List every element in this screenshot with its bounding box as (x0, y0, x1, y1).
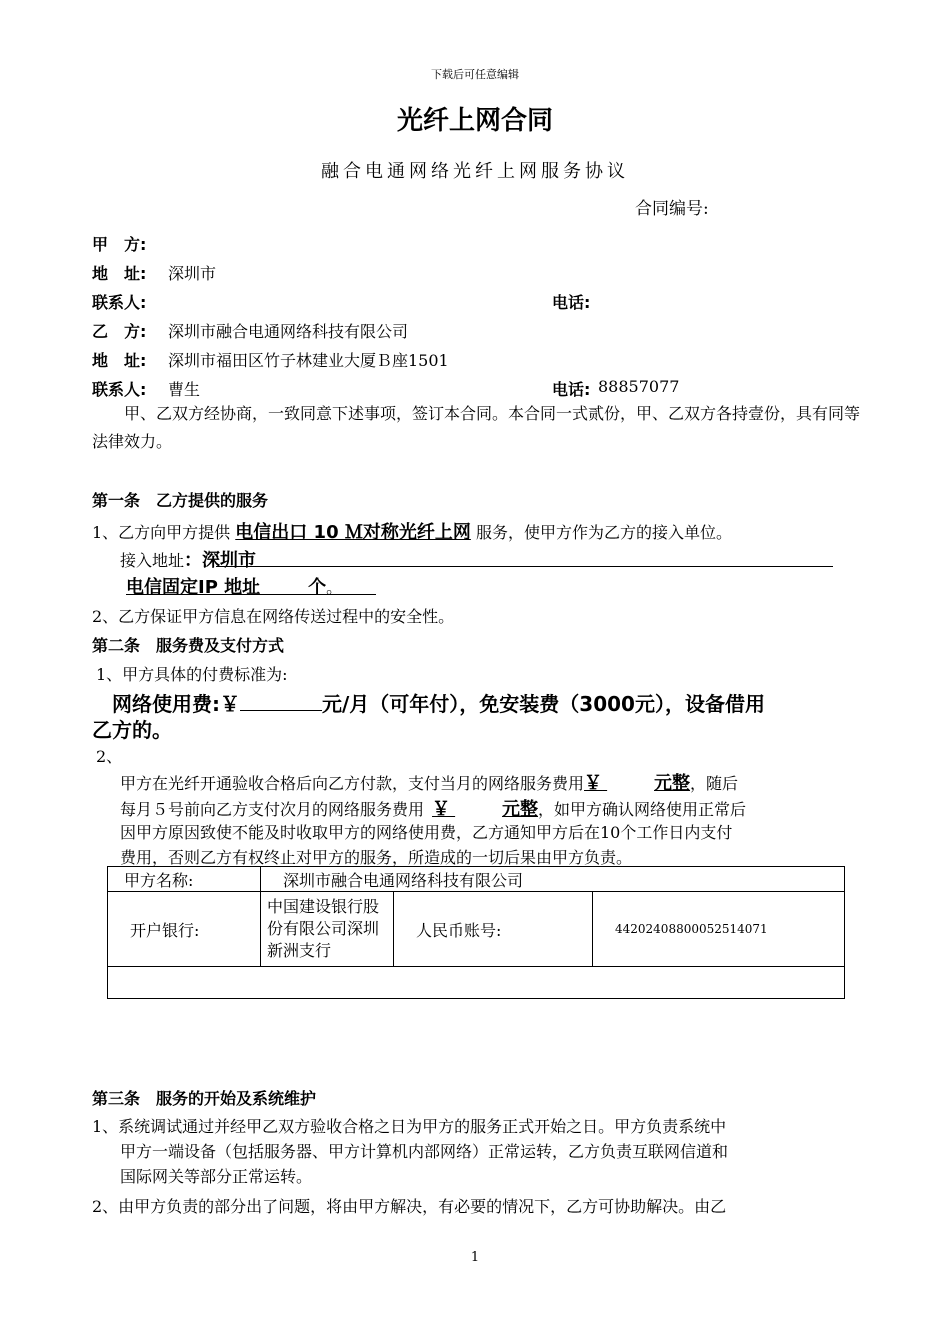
intro-paragraph: 甲、乙双方经协商，一致同意下述事项，签订本合同。本合同一式贰份，甲、乙双方各持壹份，具有同等法律效力。 (92, 404, 861, 451)
section-3-item-1-line-1: 1、系统调试通过并经甲乙双方验收合格之日为甲方的服务正式开始之日。甲方负责系统中 (92, 1117, 727, 1136)
payment-line-1-text: 甲方在光纤开通验收合格后向乙方付款，支付当月的网络服务费用 (120, 774, 585, 793)
fee-label: 网络使用费:￥ (112, 692, 240, 716)
payment-amount-blank-2 (450, 800, 502, 819)
fee-terms: 元/月（可年付），免安装费（3000元），设备借用 (322, 692, 765, 716)
contract-number-label: 合同编号: (635, 199, 709, 219)
section-1-item-1-suffix: 服务，使甲方作为乙方的接入单位。 (475, 523, 732, 542)
fixed-ip-count: 个 (308, 577, 327, 598)
party-b-phone: 88857077 (598, 377, 680, 396)
payment-yen-1: ￥ (584, 773, 603, 794)
section-1-item-2: 2、乙方保证甲方信息在网络传送过程中的安全性。 (92, 607, 455, 626)
company-name-value: 深圳市融合电通网络科技有限公司 (261, 867, 845, 892)
section-2-item-1: 1、甲方具体的付费标准为: (96, 665, 288, 684)
empty-row (108, 967, 845, 999)
fixed-ip-line (126, 573, 342, 599)
section-2-title: 第二条 服务费及支付方式 (92, 636, 285, 655)
fixed-ip-text: 电信固定IP 地址 (126, 577, 261, 598)
payment-amount-blank-1 (602, 774, 654, 793)
bank-label: 开户银行: (108, 892, 261, 967)
party-a-phone-label: 电话: (552, 293, 591, 312)
party-b-contact: 曹生 (168, 380, 201, 399)
access-address-line (120, 546, 256, 572)
fixed-ip-underline (126, 594, 376, 595)
payment-yuan-2: 元整 (502, 799, 539, 820)
payment-line-2-text: 每月５号前向乙方支付次月的网络服务费用 (120, 800, 425, 819)
payment-yuan-1: 元整 (654, 773, 691, 794)
party-b-contact-label: 联系人: (92, 380, 147, 399)
party-a-contact-label: 联系人: (92, 293, 147, 312)
payment-line-4: 费用，否则乙方有权终止对甲方的服务，所造成的一切后果由甲方负责。 (120, 848, 633, 867)
page-title: 光纤上网合同 (396, 106, 553, 136)
party-b-address: 深圳市福田区竹子林建业大厦Ｂ座1501 (168, 351, 449, 370)
fixed-ip-period: 。 (326, 578, 343, 597)
account-number: 44202408800052514071 (593, 892, 845, 967)
company-name-label: 甲方名称: (108, 867, 261, 892)
party-b-phone-label: 电话: (552, 380, 591, 399)
payment-line-1-end: ，随后 (690, 774, 739, 793)
header-note: 下载后可任意编辑 (431, 68, 519, 81)
payment-line-2 (120, 795, 746, 821)
fee-line-2: 乙方的。 (92, 718, 172, 742)
party-a-address-label: 地 址: (92, 264, 147, 283)
bank-info-table (107, 866, 845, 999)
bank-name-line-1: 中国建设银行股 (267, 897, 380, 916)
section-3-item-1-line-2: 甲方一端设备（包括服务器、甲方计算机内部网络）正常运转，乙方负责互联网信道和 (120, 1142, 729, 1161)
payment-line-1 (120, 769, 738, 795)
bank-name-line-2: 份有限公司深圳 (267, 919, 380, 938)
access-address-colon: ： (184, 550, 203, 571)
bank-name-line-3: 新洲支行 (267, 941, 332, 960)
party-b-name: 深圳市融合电通网络科技有限公司 (168, 322, 409, 341)
access-address-underline (216, 566, 833, 567)
section-1-title: 第一条 乙方提供的服务 (92, 491, 269, 510)
section-3-title: 第三条 服务的开始及系统维护 (92, 1089, 317, 1108)
bank-name (261, 892, 394, 967)
fee-line-1 (112, 688, 765, 717)
access-address-label: 接入地址 (120, 551, 185, 570)
service-description: 电信出口 10 Ｍ对称光纤上网 (235, 522, 471, 543)
party-a-label: 甲 方: (92, 235, 147, 254)
payment-line-2-end: ，如甲方确认网络使用正常后 (538, 800, 747, 819)
page-subtitle: 融合电通网络光纤上网服务协议 (321, 161, 629, 182)
access-address-value: 深圳市 (202, 550, 257, 571)
party-b-label: 乙 方: (92, 322, 147, 341)
payment-yen-2: ￥ (432, 799, 451, 820)
page-number: 1 (470, 1250, 480, 1265)
section-3-item-1-line-3: 国际网关等部分正常运转。 (120, 1167, 313, 1186)
section-1-item-1 (92, 518, 732, 544)
section-3-item-2-line-1: 2、由甲方负责的部分出了问题，将由甲方解决，有必要的情况下，乙方可协助解决。由乙 (92, 1197, 727, 1216)
payment-line-3: 因甲方原因致使不能及时收取甲方的网络使用费，乙方通知甲方后在10个工作日内支付 (120, 823, 733, 842)
account-label: 人民币账号: (394, 892, 593, 967)
section-2-item-2-number: 2、 (96, 747, 123, 766)
party-b-address-label: 地 址: (92, 351, 147, 370)
section-1-item-1-prefix: 1、乙方向甲方提供 (92, 523, 231, 542)
fee-amount-blank (240, 692, 322, 711)
party-a-address: 深圳市 (168, 264, 217, 283)
